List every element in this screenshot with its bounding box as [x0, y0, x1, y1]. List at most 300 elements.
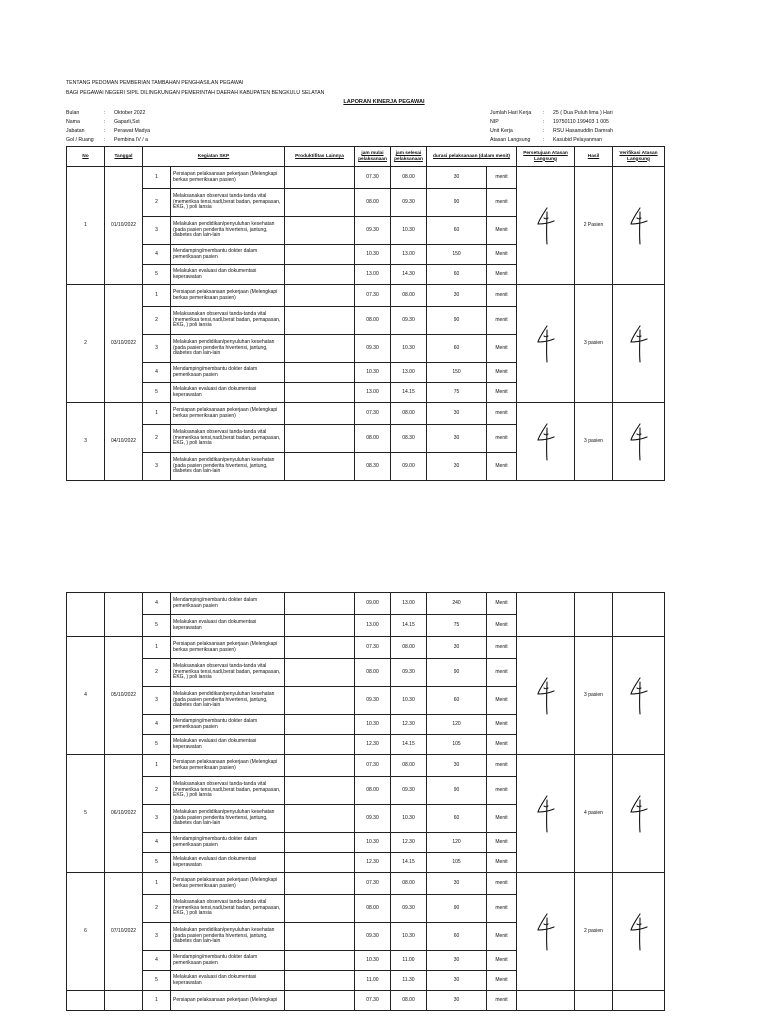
task-produktifitas: [285, 805, 355, 833]
task-number: 5: [143, 735, 171, 755]
task-jam-selesai: 10.30: [391, 217, 427, 245]
task-kegiatan: Melakukan evaluasi dan dokumentasi keperawatan: [171, 971, 285, 991]
table-row: [67, 991, 665, 1011]
col-hasil: Hasil: [575, 147, 613, 167]
task-kegiatan: Melakukan evaluasi dan dokumentasi keperawatan: [171, 735, 285, 755]
task-durasi: 60: [427, 923, 487, 951]
day-hasil: [575, 991, 613, 1011]
verification-signature: [613, 285, 665, 403]
task-durasi: 30: [427, 637, 487, 659]
task-durasi: 60: [427, 265, 487, 285]
day-hasil: 4 pasien: [575, 755, 613, 873]
task-produktifitas: [285, 873, 355, 895]
info-value: Kasubid Pelayanman: [553, 137, 603, 143]
verification-signature: [613, 755, 665, 873]
task-jam-mulai: 08.00: [355, 895, 391, 923]
signature-mark: [628, 912, 650, 952]
task-jam-selesai: 08.00: [391, 285, 427, 307]
task-produktifitas: [285, 403, 355, 425]
info-sep: :: [104, 128, 106, 134]
task-durasi: 30: [427, 971, 487, 991]
task-durasi: 60: [427, 805, 487, 833]
info-left: [66, 110, 266, 150]
task-jam-mulai: 09.30: [355, 335, 391, 363]
table-row: [67, 403, 665, 425]
info-right: [490, 110, 650, 150]
info-sep: :: [104, 137, 106, 143]
task-number: 2: [143, 189, 171, 217]
info-label: Atasan Langsung: [490, 137, 531, 143]
col-jam-selesai: jam selesai pelaksanaan: [391, 147, 427, 167]
task-produktifitas: [285, 923, 355, 951]
info-sep: :: [543, 137, 545, 143]
task-number: 1: [143, 991, 171, 1011]
info-value: RSU Hasanuddin Damrah: [553, 128, 613, 134]
task-durasi: 150: [427, 245, 487, 265]
task-kegiatan: Melaksanakan observasi tanda-tanda vital (memeriksa tensi,nadi,berat badan, pemapasan, EKG, ) poli lansia: [171, 895, 285, 923]
doc-subtitle-2: BAGI PEGAWAI NEGERI SIPIL DILINGKUNGAN PEMERINTAH DAERAH KABUPATEN BENGKULU SELATAN: [66, 90, 325, 96]
task-durasi: 105: [427, 735, 487, 755]
task-jam-selesai: 09.00: [391, 453, 427, 481]
signature-mark: [628, 206, 650, 246]
task-jam-mulai: 09.30: [355, 805, 391, 833]
task-unit: menit: [487, 873, 517, 895]
info-label: Jabatan: [66, 128, 85, 134]
task-produktifitas: [285, 715, 355, 735]
task-durasi: 90: [427, 659, 487, 687]
task-jam-mulai: 07.30: [355, 873, 391, 895]
task-kegiatan: Mendamping/membantu dokter dalam pemeriksaan pasien: [171, 951, 285, 971]
task-produktifitas: [285, 777, 355, 805]
info-value: Perawat Madya: [114, 128, 151, 134]
table-row: [67, 285, 665, 307]
task-jam-mulai: 12.30: [355, 735, 391, 755]
task-kegiatan: Melakukan evaluasi dan dokumentasi keperawatan: [171, 615, 285, 637]
cont-verifikasi: [613, 593, 665, 637]
task-jam-selesai: 12.30: [391, 715, 427, 735]
task-unit: menit: [487, 755, 517, 777]
task-durasi: 30: [427, 403, 487, 425]
task-unit: menit: [487, 189, 517, 217]
task-jam-mulai: 10.30: [355, 951, 391, 971]
task-produktifitas: [285, 265, 355, 285]
task-jam-selesai: 11.30: [391, 971, 427, 991]
task-unit: menit: [487, 659, 517, 687]
task-jam-selesai: 14.15: [391, 383, 427, 403]
approval-signature: [517, 167, 575, 285]
task-kegiatan: Persiapan pelaksanaan pekerjaan (Melengkapi berkas pemeriksaan pasien): [171, 285, 285, 307]
task-unit: Menit: [487, 383, 517, 403]
col-jam-mulai: jam mulai pelaksanaan: [355, 147, 391, 167]
task-unit: menit: [487, 167, 517, 189]
page-2-clip: [0, 592, 768, 1024]
col-persetujuan: Persetujuan Atasan Langsung: [517, 147, 575, 167]
task-number: 5: [143, 615, 171, 637]
info-value: Pembina IV / a: [114, 137, 149, 143]
signature-mark: [535, 206, 557, 246]
task-produktifitas: [285, 285, 355, 307]
task-number: 1: [143, 755, 171, 777]
task-unit: menit: [487, 991, 517, 1011]
report-table-page-1: [66, 146, 665, 481]
approval-signature: [517, 403, 575, 481]
task-number: 5: [143, 265, 171, 285]
task-durasi: 30: [427, 425, 487, 453]
info-label: Unit Kerja: [490, 128, 513, 134]
task-number: 1: [143, 873, 171, 895]
task-jam-selesai: 09.30: [391, 307, 427, 335]
day-date: 05/10/2022: [105, 637, 143, 755]
task-durasi: 240: [427, 593, 487, 615]
task-kegiatan: Melaksanakan observasi tanda-tanda vital (memeriksa tensi,nadi,berat badan, pemapasan, EKG, ) poli lansia: [171, 777, 285, 805]
task-jam-mulai: 09.30: [355, 687, 391, 715]
signature-mark: [535, 676, 557, 716]
task-jam-mulai: 08.00: [355, 425, 391, 453]
task-produktifitas: [285, 245, 355, 265]
day-number: 4: [67, 637, 105, 755]
info-label: Jumlah Hari Kerja: [490, 110, 532, 116]
task-unit: Menit: [487, 715, 517, 735]
task-durasi: 60: [427, 335, 487, 363]
task-produktifitas: [285, 217, 355, 245]
task-unit: Menit: [487, 853, 517, 873]
task-produktifitas: [285, 659, 355, 687]
task-durasi: 120: [427, 833, 487, 853]
task-durasi: 30: [427, 755, 487, 777]
task-jam-mulai: 08.00: [355, 777, 391, 805]
table-row: [67, 755, 665, 777]
table-row: [67, 873, 665, 895]
task-jam-mulai: 12.30: [355, 853, 391, 873]
signature-mark: [535, 422, 557, 462]
task-kegiatan: Melakukan pendidikan/penyuluhan kesehatan (pada pasien penderita hivertensi, jantung, diabetes dan lain-lain: [171, 217, 285, 245]
task-jam-selesai: 09.30: [391, 659, 427, 687]
task-produktifitas: [285, 593, 355, 615]
task-durasi: 60: [427, 687, 487, 715]
page-1-clip: [0, 146, 768, 486]
task-jam-selesai: 14.15: [391, 735, 427, 755]
verification-signature: [613, 637, 665, 755]
col-durasi: durasi pelaksanaan (dalam menit): [427, 147, 517, 167]
task-produktifitas: [285, 363, 355, 383]
task-produktifitas: [285, 425, 355, 453]
task-jam-mulai: 13.00: [355, 265, 391, 285]
task-jam-selesai: 10.30: [391, 923, 427, 951]
info-label: Gol / Ruang: [66, 137, 94, 143]
table-row: [67, 167, 665, 189]
task-kegiatan: Mendamping/membantu dokter dalam pemeriksaan pasien: [171, 245, 285, 265]
doc-subtitle-1: TENTANG PEDOMAN PEMBERIAN TAMBAHAN PENGHASILAN PEGAWAI: [66, 80, 244, 86]
task-durasi: 30: [427, 951, 487, 971]
day-date: 04/10/2022: [105, 403, 143, 481]
task-durasi: 30: [427, 453, 487, 481]
task-durasi: 30: [427, 167, 487, 189]
task-unit: menit: [487, 307, 517, 335]
task-produktifitas: [285, 687, 355, 715]
task-produktifitas: [285, 853, 355, 873]
task-jam-mulai: 08.00: [355, 307, 391, 335]
cont-hasil: [575, 593, 613, 637]
day-number: 5: [67, 755, 105, 873]
task-number: 2: [143, 659, 171, 687]
task-jam-selesai: 13.00: [391, 245, 427, 265]
task-jam-selesai: 08.00: [391, 167, 427, 189]
task-durasi: 90: [427, 777, 487, 805]
task-jam-mulai: 09.30: [355, 217, 391, 245]
task-kegiatan: Melakukan evaluasi dan dokumentasi keperawatan: [171, 853, 285, 873]
approval-signature: [517, 755, 575, 873]
task-jam-mulai: 07.30: [355, 637, 391, 659]
signature-mark: [535, 324, 557, 364]
info-label: Nama: [66, 119, 80, 125]
task-number: 3: [143, 217, 171, 245]
task-kegiatan: Melaksanakan observasi tanda-tanda vital (memeriksa tensi,nadi,berat badan, pemapasan, EKG, ) poli lansia: [171, 189, 285, 217]
task-jam-selesai: 13.00: [391, 363, 427, 383]
task-produktifitas: [285, 735, 355, 755]
signature-mark: [535, 794, 557, 834]
day-number: 3: [67, 403, 105, 481]
task-produktifitas: [285, 335, 355, 363]
day-number: [67, 991, 105, 1011]
task-unit: Menit: [487, 735, 517, 755]
task-jam-selesai: 08.30: [391, 425, 427, 453]
task-kegiatan: Mendamping/membantu dokter dalam pemeriksaan pasien: [171, 833, 285, 853]
task-number: 1: [143, 637, 171, 659]
info-value: Gaparli,Sst: [114, 119, 140, 125]
task-jam-selesai: 09.30: [391, 189, 427, 217]
task-number: 3: [143, 805, 171, 833]
task-jam-selesai: 09.30: [391, 895, 427, 923]
task-produktifitas: [285, 189, 355, 217]
task-number: 3: [143, 923, 171, 951]
task-number: 4: [143, 593, 171, 615]
task-kegiatan: Persiapan pelaksanaan pekerjaan (Melengkapi berkas pemeriksaan pasien): [171, 167, 285, 189]
task-unit: Menit: [487, 265, 517, 285]
task-durasi: 150: [427, 363, 487, 383]
task-number: 2: [143, 777, 171, 805]
col-produktifitas: Produktifitas Lainnya: [285, 147, 355, 167]
task-durasi: 75: [427, 383, 487, 403]
task-unit: Menit: [487, 833, 517, 853]
info-value: 25 ( Dua Puluh lima ) Hari: [553, 110, 613, 116]
day-number: 1: [67, 167, 105, 285]
task-jam-selesai: 10.30: [391, 805, 427, 833]
verification-signature: [613, 167, 665, 285]
task-kegiatan: Persiapan pelaksanaan pekerjaan (Melengkapi berkas pemeriksaan pasien): [171, 755, 285, 777]
task-unit: Menit: [487, 335, 517, 363]
task-number: 3: [143, 687, 171, 715]
task-jam-selesai: 12.30: [391, 833, 427, 853]
task-jam-selesai: 08.00: [391, 991, 427, 1011]
task-number: 2: [143, 425, 171, 453]
col-no: No: [67, 147, 105, 167]
task-number: 3: [143, 453, 171, 481]
task-jam-selesai: 09.30: [391, 777, 427, 805]
cont-date: [105, 593, 143, 637]
task-jam-mulai: 13.00: [355, 383, 391, 403]
task-jam-mulai: 10.30: [355, 245, 391, 265]
task-unit: Menit: [487, 363, 517, 383]
task-jam-mulai: 10.30: [355, 363, 391, 383]
task-number: 2: [143, 895, 171, 923]
task-kegiatan: Mendamping/membantu dokter dalam pemeriksaan pasien: [171, 363, 285, 383]
task-produktifitas: [285, 755, 355, 777]
approval-signature: [517, 285, 575, 403]
task-jam-selesai: 08.00: [391, 755, 427, 777]
task-durasi: 30: [427, 991, 487, 1011]
task-unit: Menit: [487, 593, 517, 615]
task-jam-mulai: 10.30: [355, 833, 391, 853]
task-jam-mulai: 07.30: [355, 167, 391, 189]
info-label: Bulan: [66, 110, 80, 116]
cont-no: [67, 593, 105, 637]
task-produktifitas: [285, 615, 355, 637]
task-unit: menit: [487, 403, 517, 425]
task-jam-mulai: 07.30: [355, 755, 391, 777]
task-durasi: 30: [427, 285, 487, 307]
task-number: 4: [143, 833, 171, 853]
task-kegiatan: Melaksanakan observasi tanda-tanda vital (memeriksa tensi,nadi,berat badan, pemapasan, EKG, ) poli lansia: [171, 425, 285, 453]
report-table-page-2: [66, 592, 665, 1011]
day-date: 07/10/2022: [105, 873, 143, 991]
verification-signature: [613, 991, 665, 1011]
day-date: 01/10/2022: [105, 167, 143, 285]
task-durasi: 30: [427, 873, 487, 895]
task-kegiatan: Persiapan pelaksanaan pekerjaan (Melengkapi berkas pemeriksaan pasien): [171, 403, 285, 425]
task-produktifitas: [285, 383, 355, 403]
task-jam-mulai: 10.30: [355, 715, 391, 735]
task-jam-mulai: 08.00: [355, 189, 391, 217]
task-kegiatan: Mendamping/membantu dokter dalam pemeriksaan pasien: [171, 593, 285, 615]
task-jam-selesai: 14.15: [391, 853, 427, 873]
col-kegiatan: Kegiatan SKP: [143, 147, 285, 167]
task-jam-selesai: 11.00: [391, 951, 427, 971]
table-row: [67, 637, 665, 659]
task-produktifitas: [285, 991, 355, 1011]
task-durasi: 75: [427, 615, 487, 637]
task-unit: Menit: [487, 923, 517, 951]
signature-mark: [628, 422, 650, 462]
task-number: 4: [143, 363, 171, 383]
day-hasil: 3 pasien: [575, 637, 613, 755]
task-kegiatan: Melakukan evaluasi dan dokumentasi keperawatan: [171, 265, 285, 285]
task-number: 1: [143, 285, 171, 307]
approval-signature: [517, 637, 575, 755]
day-hasil: 3 pasien: [575, 403, 613, 481]
info-sep: :: [104, 119, 106, 125]
task-produktifitas: [285, 833, 355, 853]
task-number: 5: [143, 853, 171, 873]
report-title: LAPORAN KINERJA PEGAWAI: [343, 99, 425, 105]
task-jam-selesai: 14.15: [391, 615, 427, 637]
task-number: 1: [143, 167, 171, 189]
day-date: [105, 991, 143, 1011]
task-produktifitas: [285, 637, 355, 659]
task-durasi: 105: [427, 853, 487, 873]
task-produktifitas: [285, 951, 355, 971]
info-sep: :: [543, 110, 545, 116]
approval-signature: [517, 873, 575, 991]
verification-signature: [613, 873, 665, 991]
task-unit: Menit: [487, 615, 517, 637]
signature-mark: [628, 794, 650, 834]
signature-mark: [628, 324, 650, 364]
day-hasil: 2 Pasien: [575, 167, 613, 285]
task-unit: menit: [487, 425, 517, 453]
task-number: 5: [143, 383, 171, 403]
task-jam-selesai: 08.00: [391, 403, 427, 425]
task-unit: Menit: [487, 217, 517, 245]
task-produktifitas: [285, 971, 355, 991]
task-jam-mulai: 11.00: [355, 971, 391, 991]
task-kegiatan: Mendamping/membantu dokter dalam pemeriksaan pasien: [171, 715, 285, 735]
day-date: 03/10/2022: [105, 285, 143, 403]
task-produktifitas: [285, 167, 355, 189]
task-jam-selesai: 08.00: [391, 637, 427, 659]
task-unit: Menit: [487, 687, 517, 715]
task-jam-selesai: 10.30: [391, 335, 427, 363]
task-number: 5: [143, 971, 171, 991]
task-kegiatan: Persiapan pelaksanaan pekerjaan (Melengkapi: [171, 991, 285, 1011]
task-durasi: 120: [427, 715, 487, 735]
task-kegiatan: Persiapan pelaksanaan pekerjaan (Melengkapi berkas pemeriksaan pasien): [171, 873, 285, 895]
info-sep: :: [543, 128, 545, 134]
task-jam-mulai: 09.00: [355, 593, 391, 615]
task-kegiatan: Melaksanakan observasi tanda-tanda vital (memeriksa tensi,nadi,berat badan, pemapasan, EKG, ) poli lansia: [171, 307, 285, 335]
task-kegiatan: Persiapan pelaksanaan pekerjaan (Melengkapi berkas pemeriksaan pasien): [171, 637, 285, 659]
task-kegiatan: Melakukan pendidikan/penyuluhan kesehatan (pada pasien penderita hivertensi, jantung, diabetes dan lain-lain: [171, 923, 285, 951]
task-unit: menit: [487, 777, 517, 805]
cont-persetujuan: [517, 593, 575, 637]
task-unit: Menit: [487, 805, 517, 833]
task-unit: Menit: [487, 453, 517, 481]
task-durasi: 90: [427, 895, 487, 923]
task-unit: menit: [487, 637, 517, 659]
info-sep: :: [543, 119, 545, 125]
day-number: 6: [67, 873, 105, 991]
task-kegiatan: Melakukan pendidikan/penyuluhan kesehatan (pada pasien penderita hivertensi, jantung, diabetes dan lain-lain: [171, 805, 285, 833]
task-unit: Menit: [487, 245, 517, 265]
task-jam-selesai: 13.00: [391, 593, 427, 615]
task-kegiatan: Melakukan evaluasi dan dokumentasi keperawatan: [171, 383, 285, 403]
task-jam-mulai: 09.30: [355, 923, 391, 951]
task-unit: Menit: [487, 971, 517, 991]
task-jam-mulai: 08.30: [355, 453, 391, 481]
task-jam-mulai: 07.30: [355, 991, 391, 1011]
task-jam-selesai: 14.30: [391, 265, 427, 285]
task-jam-selesai: 10.30: [391, 687, 427, 715]
task-number: 2: [143, 307, 171, 335]
task-number: 3: [143, 335, 171, 363]
task-durasi: 90: [427, 307, 487, 335]
task-number: 4: [143, 245, 171, 265]
task-produktifitas: [285, 307, 355, 335]
task-produktifitas: [285, 453, 355, 481]
task-jam-mulai: 13.00: [355, 615, 391, 637]
task-unit: menit: [487, 895, 517, 923]
task-kegiatan: Melaksanakan observasi tanda-tanda vital (memeriksa tensi,nadi,berat badan, pemapasan, EKG, ) poli lansia: [171, 659, 285, 687]
task-jam-mulai: 07.30: [355, 403, 391, 425]
task-durasi: 90: [427, 189, 487, 217]
table-row: [67, 593, 665, 615]
task-unit: menit: [487, 285, 517, 307]
day-hasil: 3 pasien: [575, 285, 613, 403]
approval-signature: [517, 991, 575, 1011]
signature-mark: [535, 912, 557, 952]
task-produktifitas: [285, 895, 355, 923]
info-sep: :: [104, 110, 106, 116]
task-durasi: 60: [427, 217, 487, 245]
